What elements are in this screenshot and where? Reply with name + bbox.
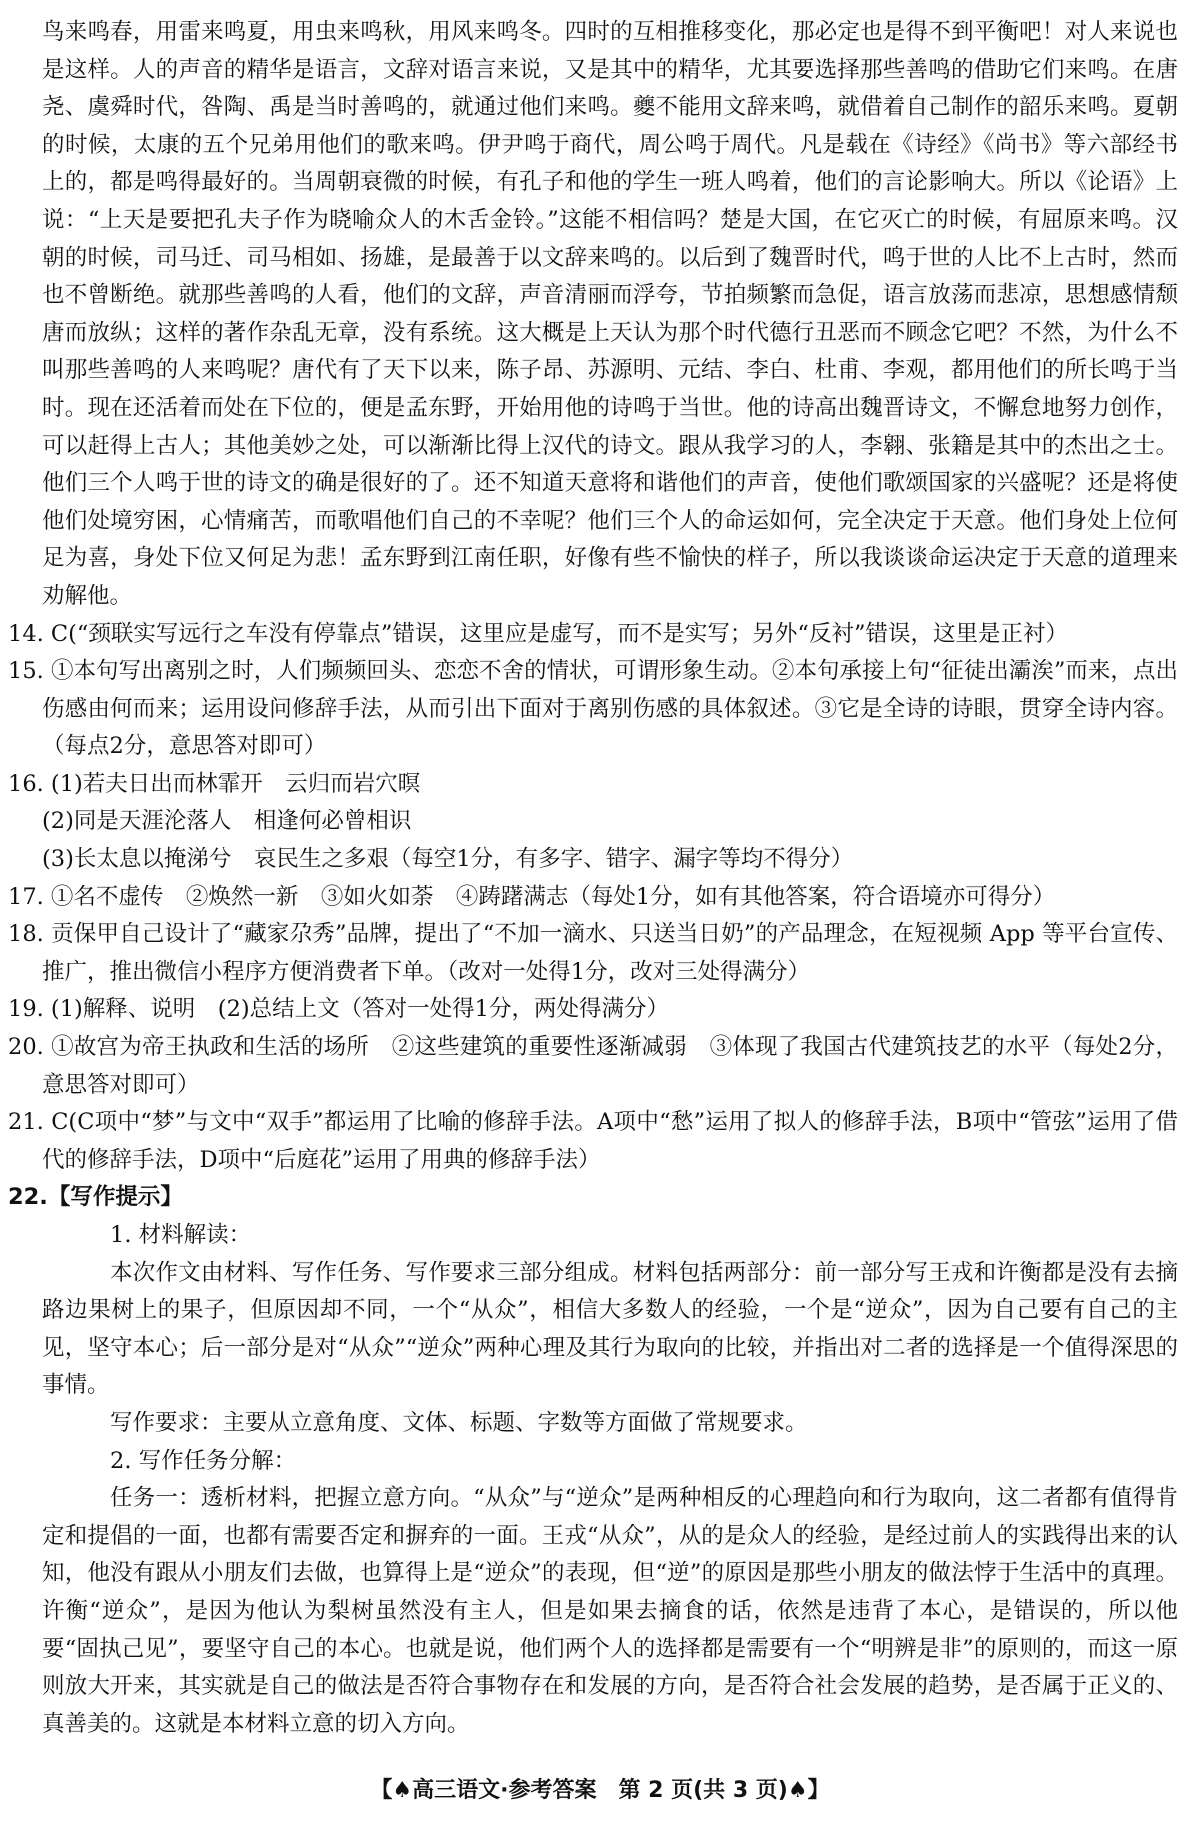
material-reading-heading: 1. 材料解读：: [110, 1222, 252, 1248]
material-reading-body: 本次作文由材料、写作任务、写作要求三部分组成。材料包括两部分：前一部分写王戎和许衡都是没有去摘路边果树上的果子，但原因却不同，一个“从众”，相信大多数人的经验，一个是“逆众”，因为自己要有自己的主见，坚守本心；后一部分是对“从众”“逆众”两种心理及其行为取向的比较，并指出对二者的选择是一个值得深思的事情。: [42, 1259, 1178, 1399]
footer-text: 【♠高三语文·参考答案 第 2 页(共 3 页)♠】: [370, 1778, 830, 1803]
answer-14: 14. C(“颈联实写远行之车没有停靠点”错误，这里应是虚写，而不是实写；另外“反衬”错误，这里是正衬）: [8, 620, 1068, 647]
task-one-body: 任务一：透析材料，把握立意方向。“从众”与“逆众”是两种相反的心理趋向和行为取向，这二者都有值得肯定和提倡的一面，也都有需要否定和摒弃的一面。王戎“从众”，从的是众人的经验，是经过前人的实践得出来的认知，他没有跟从小朋友们去做，也算得上是“逆众”的表现，但“逆”的原因是那些小朋友的做法悖于生活中的真理。许衡“逆众”，是因为他认为梨树虽然没有主人，但是如果去摘食的话，依然是违背了本心，是错误的，所以他要“固执己见”，要坚守自己的本心。也就是说，他们两个人的选择都是需要有一个“明辨是非”的原则的，而这一原则放大开来，其实就是自己的做法是否符合事物存在和发展的方向，是否符合社会发展的趋势，是否属于正义的、真善美的。这就是本材料立意的切入方向。: [42, 1485, 1178, 1737]
translation-paragraph: 鸟来鸣春，用雷来鸣夏，用虫来鸣秋，用风来鸣冬。四时的互相推移变化，那必定也是得不到平衡吧！对人来说也是这样。人的声音的精华是语言，文辞对语言来说，又是其中的精华，尤其要选择那些善鸣的借助它们来鸣。在唐尧、虞舜时代，咎陶、禹是当时善鸣的，就通过他们来鸣。夔不能用文辞来鸣，就借着自己制作的韶乐来鸣。夏朝的时候，太康的五个兄弟用他们的歌来鸣。伊尹鸣于商代，周公鸣于周代。凡是载在《诗经》《尚书》等六部经书上的，都是鸣得最好的。当周朝衰微的时候，有孔子和他的学生一班人鸣着，他们的言论影响大。所以《论语》上说：“上天是要把孔夫子作为晓喻众人的木舌金铃。”这能不相信吗？楚是大国，在它灭亡的时候，有屈原来鸣。汉朝的时候，司马迁、司马相如、扬雄，是最善于以文辞来鸣的。以后到了魏晋时代，鸣于世的人比不上古时，然而也不曾断绝。就那些善鸣的人看，他们的文辞，声音清丽而浮夸，节拍频繁而急促，语言放荡而悲凉，思想感情颓唐而放纵；这样的著作杂乱无章，没有系统。这大概是上天认为那个时代德行丑恶而不顾念它吧？不然，为什么不叫那些善鸣的人来鸣呢？唐代有了天下以来，陈子昂、苏源明、元结、李白、杜甫、李观，都用他们的所长鸣于当时。现在还活着而处在下位的，便是孟东野，开始用他的诗鸣于当世。他的诗高出魏晋诗文，不懈怠地努力创作，可以赶得上古人；其他美妙之处，可以渐渐比得上汉代的诗文。跟从我学习的人，李翱、张籍是其中的杰出之士。他们三个人鸣于世的诗文的确是很好的了。还不知道天意将和谐他们的声音，使他们歌颂国家的兴盛呢？还是将使他们处境穷困，心情痛苦，而歌唱他们自己的不幸呢？他们三个人的命运如何，完全决定于天意。他们身处上位何足为喜，身处下位又何足为悲！孟东野到江南任职，好像有些不愉快的样子，所以我谈谈命运决定于天意的道理来劝解他。: [42, 19, 1178, 609]
writing-requirements: 写作要求：主要从立意角度、文体、标题、字数等方面做了常规要求。: [110, 1409, 808, 1436]
answer-15: 15. ①本句写出离别之时，人们频频回头、恋恋不舍的情状，可谓形象生动。②本句承接上句“征徒出灞涘”而来，点出伤感由何而来；运用设问修辞手法，从而引出下面对于离别伤感的具体叙述。③它是全诗的诗眼，贯穿全诗内容。（每点2分，意思答对即可）: [8, 658, 1178, 760]
answer-19: 19. (1)解释、说明 (2)总结上文（答对一处得1分，两处得满分）: [8, 996, 669, 1023]
answer-16-3: (3)长太息以掩涕兮 哀民生之多艰（每空1分，有多字、错字、漏字等均不得分）: [42, 846, 854, 873]
answer-16-2: (2)同是天涯沦落人 相逢何必曾相识: [42, 808, 412, 835]
answer-20: 20. ①故宫为帝王执政和生活的场所 ②这些建筑的重要性逐渐减弱 ③体现了我国古代建筑技艺的水平（每处2分，意思答对即可）: [8, 1034, 1178, 1098]
answer-18: 18. 贡保甲自己设计了“藏家尕秀”品牌，提出了“不加一滴水、只送当日奶”的产品理念，在短视频 App 等平台宣传、推广，推出微信小程序方便消费者下单。（改对一处得1分，改对三处得满分）: [8, 921, 1178, 985]
answer-21: 21. C(C项中“梦”与文中“双手”都运用了比喻的修辞手法。A项中“愁”运用了拟人的修辞手法，B项中“管弦”运用了借代的修辞手法，D项中“后庭花”运用了用典的修辞手法）: [8, 1109, 1178, 1173]
answer-content: [8, 14, 1178, 1743]
answer-22-heading: 22.【写作提示】: [8, 1184, 183, 1211]
answer-17: 17. ①名不虚传 ②焕然一新 ③如火如荼 ④踌躇满志（每处1分，如有其他答案，符合语境亦可得分）: [8, 883, 1056, 910]
page-footer: [0, 1776, 1200, 1806]
answer-16-1: 16. (1)若夫日出而林霏开 云归而岩穴暝: [8, 770, 421, 797]
task-breakdown-heading: 2. 写作任务分解：: [110, 1447, 297, 1474]
